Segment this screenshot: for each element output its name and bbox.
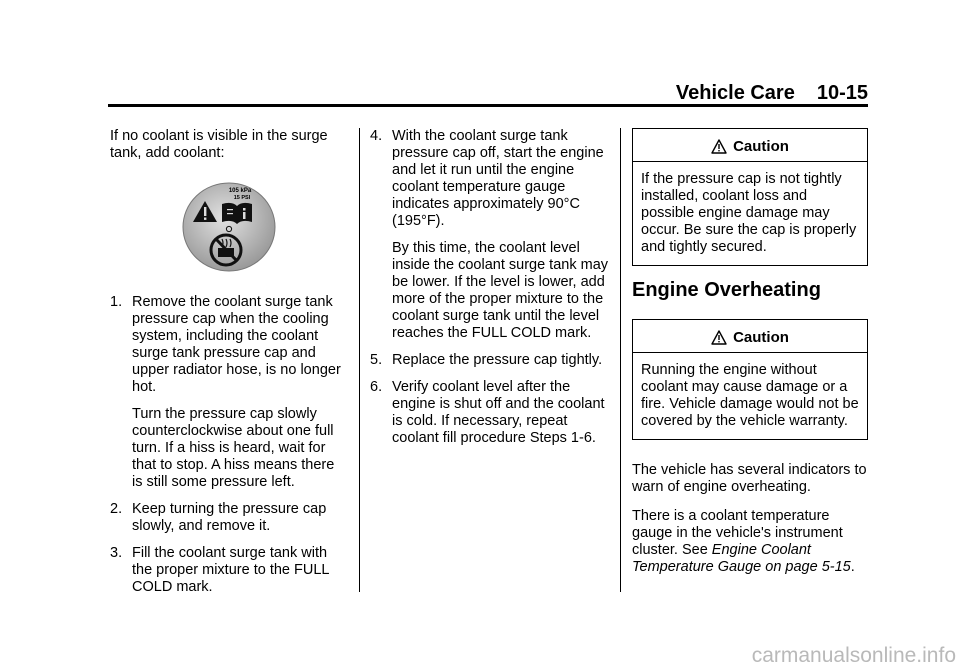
caution-title: Caution	[733, 138, 789, 155]
coolant-gauge-text: There is a coolant temperature gauge in the vehicle's instrument cluster. See Engine Coolant Temperature Gauge on page 5-15.	[632, 508, 855, 575]
overheat-indicators-text: The vehicle has several indicators to warn of engine overheating.	[632, 462, 867, 495]
caution-triangle-icon	[711, 330, 727, 345]
column-3	[632, 128, 868, 588]
pressure-cap-label	[110, 182, 348, 272]
column-divider-2	[620, 128, 621, 592]
step-1: 1. Remove the coolant surge tank pressure cap when the cooling system, including the coolant surge tank pressure cap and upper radiator hose, is no longer hot. Turn the pressure cap slowly counterclockwise about one full turn. If a hiss is heard, wait for that to stop. A hiss means there is still some pressure left.	[110, 294, 341, 490]
step-5: 5. Replace the pressure cap tightly.	[370, 352, 603, 368]
caution-box-1	[632, 128, 868, 266]
caution-text: If the pressure cap is not tightly installed, coolant loss and possible engine damage may occur. Be sure the cap is properly and tightly secured.	[641, 171, 857, 255]
header-rule	[108, 104, 868, 107]
section-heading: Engine Overheating	[632, 279, 821, 301]
page-reference-link[interactable]: Engine Coolant Temperature Gauge on page 5-15	[632, 542, 851, 575]
step-4: 4. With the coolant surge tank pressure cap off, start the engine and let it run until the engine coolant temperature gauge indicates approximately 90°C (195°F). By this time, the coolant level inside the coolant surge tank may be lower. If the level is lower, add more of the proper mixture to the coolant surge tank until the level reaches the FULL COLD mark.	[370, 128, 609, 341]
label-psi: 15 PSI	[233, 195, 251, 201]
pressure-cap-warning-icon	[182, 182, 276, 272]
section-title: Vehicle Care	[675, 82, 795, 104]
caution-text: Running the engine without coolant may cause damage or a fire. Vehicle damage would not be covered by the vehicle warranty.	[641, 362, 859, 429]
column-1	[110, 128, 348, 606]
watermark: carmanualsonline.info	[751, 644, 956, 667]
caution-title: Caution	[733, 329, 789, 346]
caution-box-2	[632, 319, 868, 440]
page-number: 10-15	[816, 82, 868, 104]
caution-triangle-icon	[711, 139, 727, 154]
label-kpa: 105 kPa	[228, 188, 252, 194]
column-divider-1	[359, 128, 360, 592]
step-6: 6. Verify coolant level after the engine is shut off and the coolant is cold. If necessary, repeat coolant fill procedure Steps 1-6.	[370, 379, 605, 446]
step-2: 2. Keep turning the pressure cap slowly, and remove it.	[110, 501, 327, 534]
column-2	[370, 128, 610, 457]
step-3: 3. Fill the coolant surge tank with the proper mixture to the FULL COLD mark.	[110, 545, 329, 595]
page-header	[676, 82, 868, 105]
manual-book-icon	[222, 203, 252, 224]
intro-text: If no coolant is visible in the surge tank, add coolant:	[110, 128, 328, 161]
